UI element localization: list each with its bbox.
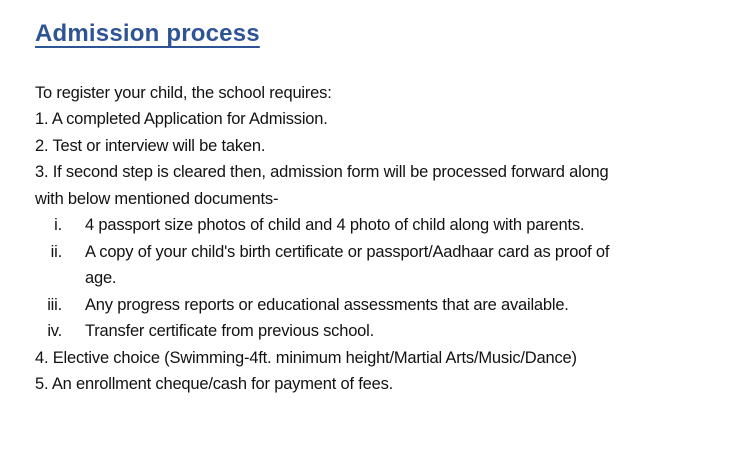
step-3	[35, 159, 711, 212]
step-2: 2. Test or interview will be taken.	[35, 136, 266, 155]
sublist-text	[85, 292, 711, 319]
page-title: Admission process	[35, 20, 260, 47]
sublist-item-iv	[35, 318, 711, 345]
step-1: 1. A completed Application for Admission.	[35, 110, 328, 129]
intro-line: To register your child, the school requires:	[35, 83, 332, 102]
sublist-text-line: Any progress reports or educational assessments that are available.	[85, 295, 569, 314]
document-sublist	[35, 212, 711, 345]
document-body	[35, 80, 711, 398]
sublist-item-i	[35, 212, 711, 239]
sublist-text-line: A copy of your child's birth certificate or passport/Aadhaar card as proof of	[85, 242, 610, 261]
sublist-text	[85, 212, 711, 239]
sublist-marker: ii.	[50, 242, 62, 261]
sublist-item-iii	[35, 292, 711, 319]
step-5: 5. An enrollment cheque/cash for payment of fees.	[35, 375, 394, 394]
sublist-marker: i.	[54, 216, 62, 235]
sublist-text-line: 4 passport size photos of child and 4 photo of child along with parents.	[85, 216, 585, 235]
sublist-text	[85, 318, 711, 345]
sublist-marker: iii.	[47, 295, 62, 314]
sublist-item-ii	[35, 239, 711, 292]
sublist-text	[85, 239, 711, 292]
sublist-text-line: age.	[85, 269, 117, 288]
step-3-line-2: with below mentioned documents-	[35, 189, 279, 208]
sublist-text-line: Transfer certificate from previous school.	[85, 322, 375, 341]
step-3-line-1: 3. If second step is cleared then, admission form will be processed forward along	[35, 163, 609, 182]
step-4: 4. Elective choice (Swimming-4ft. minimum height/Martial Arts/Music/Dance)	[35, 348, 577, 367]
sublist-marker: iv.	[47, 322, 62, 341]
